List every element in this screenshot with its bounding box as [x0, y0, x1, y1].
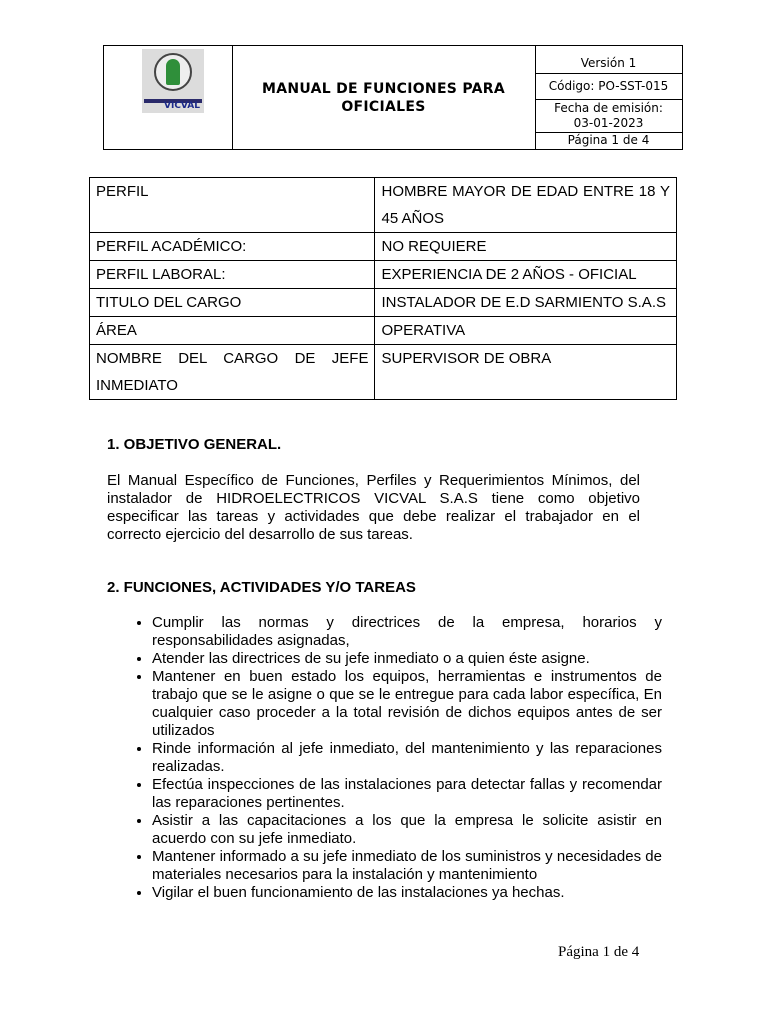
title-cell [232, 46, 536, 149]
list-item: • Cumplir las normas y directrices de la empresa, horarios y responsabilidades asignadas, [152, 614, 662, 650]
issue-date-label: Fecha de emisión: [554, 101, 663, 115]
section-1-body: El Manual Específico de Funciones, Perfiles y Requerimientos Mínimos, del instalador de HIDROELECTRICOS VICVAL S.A.S tiene como objetivo especificar las tareas y actividades que debe realizar el trabajador en el correcto ejercicio del desarrollo de sus tareas. [107, 472, 640, 543]
list-item: • Mantener informado a su jefe inmediato de los suministros y necesidades de materiales necesarios para la instalación y mantenimiento [152, 848, 662, 884]
profile-label: NOMBRE DEL CARGO DE JEFE INMEDIATO [90, 345, 375, 400]
issue-date-value: 03-01-2023 [573, 116, 644, 130]
profile-label: PERFIL [90, 178, 375, 233]
meta-cell [535, 46, 682, 149]
table-row [90, 233, 677, 261]
list-item: • Vigilar el buen funcionamiento de las instalaciones ya hechas. [152, 884, 662, 902]
code-label: Código: PO-SST-015 [535, 74, 682, 100]
profile-value: HOMBRE MAYOR DE EDAD ENTRE 18 Y 45 AÑOS [375, 178, 677, 233]
section-2-title: 2. FUNCIONES, ACTIVIDADES Y/O TAREAS [107, 579, 416, 596]
footer-page-number: Página 1 de 4 [558, 944, 640, 960]
table-row [90, 289, 677, 317]
task-list [107, 614, 662, 902]
document-title: MANUAL DE FUNCIONES PARA OFICIALES [261, 80, 505, 115]
logo-figure-icon [166, 59, 180, 85]
table-row [90, 317, 677, 345]
table-row [90, 261, 677, 289]
profile-value: OPERATIVA [375, 317, 677, 345]
company-logo [142, 49, 204, 113]
profile-label: TITULO DEL CARGO [90, 289, 375, 317]
issue-date-cell [535, 100, 682, 133]
list-item: • Asistir a las capacitaciones a los que la empresa le solicite asistir en acuerdo con su jefe inmediato. [152, 812, 662, 848]
profile-value: EXPERIENCIA DE 2 AÑOS - OFICIAL [375, 261, 677, 289]
version-label: Versión 1 [535, 46, 682, 74]
profile-label: PERFIL ACADÉMICO: [90, 233, 375, 261]
profile-value: INSTALADOR DE E.D SARMIENTO S.A.S [375, 289, 677, 317]
table-row [90, 345, 677, 400]
section-1-title: 1. OBJETIVO GENERAL. [107, 436, 282, 453]
header-page-label: Página 1 de 4 [567, 133, 650, 147]
list-item: • Atender las directrices de su jefe inmediato o a quien éste asigne. [152, 650, 662, 668]
profile-value: NO REQUIERE [375, 233, 677, 261]
list-item: • Rinde información al jefe inmediato, del mantenimiento y las reparaciones realizadas. [152, 740, 662, 776]
profile-label: PERFIL LABORAL: [90, 261, 375, 289]
profile-label: ÁREA [90, 317, 375, 345]
document-header [103, 45, 683, 150]
logo-brand: VICVAL [164, 101, 200, 111]
logo-cell [104, 46, 233, 149]
profile-value: SUPERVISOR DE OBRA [375, 345, 677, 400]
table-row [90, 178, 677, 233]
list-item: • Mantener en buen estado los equipos, herramientas e instrumentos de trabajo que se le asigne o que se le entregue para cada labor específica, En cualquier caso proceder a la total revisión de dichos equipos antes de ser utilizados [152, 668, 662, 740]
list-item: • Efectúa inspecciones de las instalaciones para detectar fallas y recomendar las reparaciones pertinentes. [152, 776, 662, 812]
profile-table [89, 177, 677, 400]
